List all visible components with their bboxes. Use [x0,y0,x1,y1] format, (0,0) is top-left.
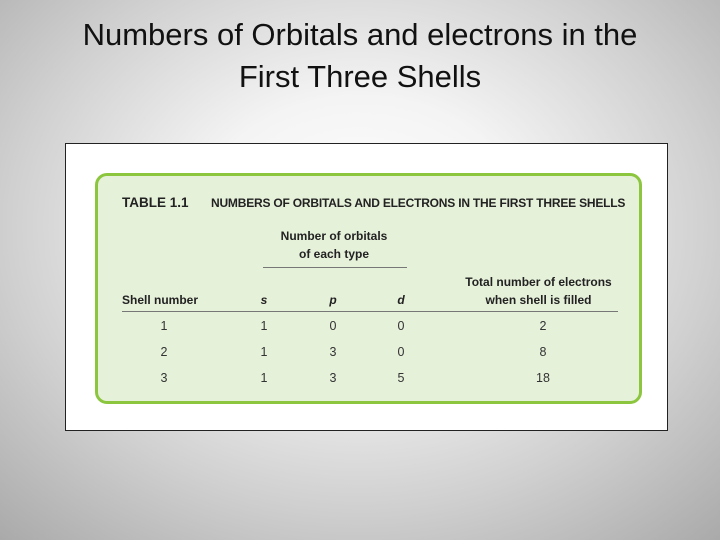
table-cell: 5 [397,371,405,385]
column-header-total-line-2: when shell is filled [485,293,592,307]
column-header-s: s [260,293,268,307]
table-cell: 3 [329,345,337,359]
table-cell: 3 [329,371,337,385]
slide-title [0,14,720,98]
table-panel [95,173,642,404]
table-image-frame [65,143,668,431]
table-cell: 0 [397,319,405,333]
header-rule [122,311,618,312]
group-header-line-1: Number of orbitals [280,229,388,243]
slide-title-line-1: Numbers of Orbitals and electrons in the [82,17,638,52]
group-header-line-2: of each type [298,247,370,261]
slide-title-line-2: First Three Shells [238,59,482,94]
table-cell: 2 [160,345,168,359]
table-cell: 1 [260,319,268,333]
table-cell: 1 [260,371,268,385]
table-caption: NUMBERS OF ORBITALS AND ELECTRONS IN THE FIRST THREE SHELLS [211,196,626,210]
table-cell: 8 [539,345,547,359]
column-header-shell: Shell number [122,293,199,307]
table-cell: 3 [160,371,168,385]
table-cell: 1 [160,319,168,333]
table-cell: 18 [536,371,550,385]
table-cell: 0 [329,319,337,333]
table-cell: 2 [539,319,547,333]
column-header-total-line-1: Total number of electrons [465,275,612,289]
table-label: TABLE 1.1 [122,195,189,210]
column-header-d: d [397,293,405,307]
group-header-rule [263,267,407,268]
table-cell: 1 [260,345,268,359]
column-header-p: p [329,293,337,307]
table-cell: 0 [397,345,405,359]
